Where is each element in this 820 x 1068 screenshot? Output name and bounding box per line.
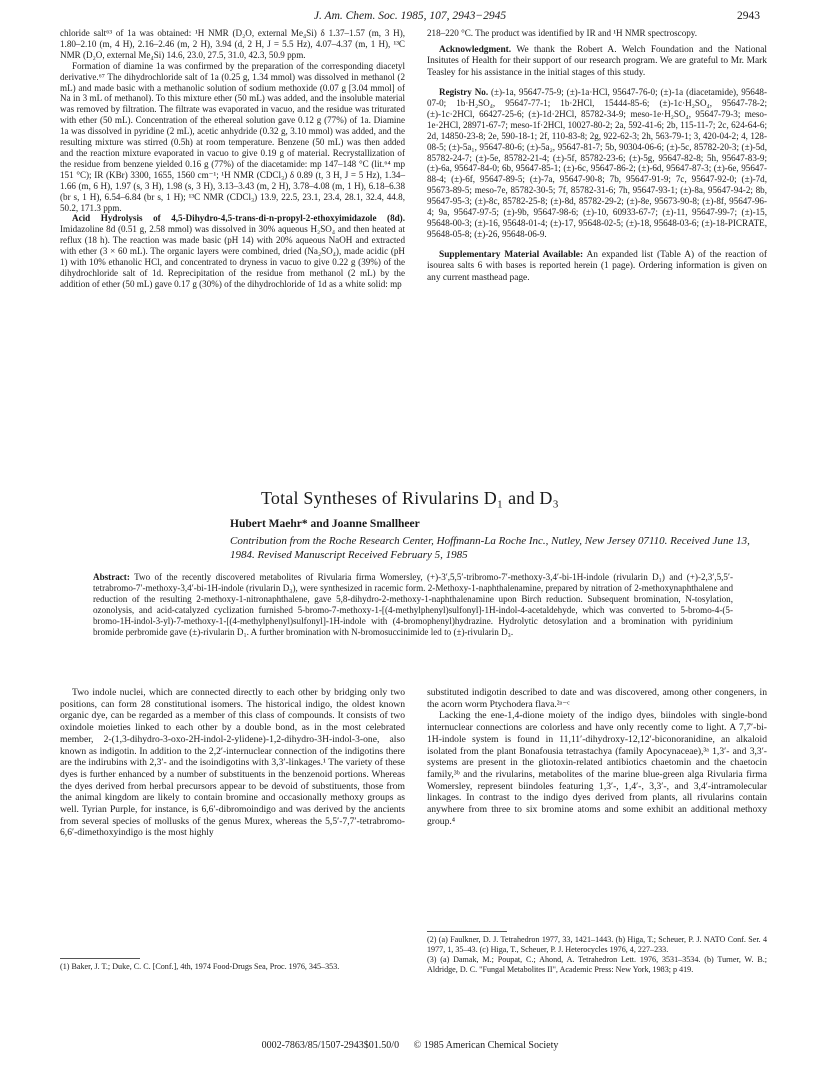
footnote-2: (2) (a) Faulkner, D. J. Tetrahedron 1977, 33, 1421–1443. (b) Higa, T.; Scheuer, P. J. NATO Conf. Ser. 4 1977, 1, 35–43. (c) Higa, T., Scheuer, P. J. Heterocycles 1976, 4, 227–233. (427, 935, 767, 954)
supplementary-paragraph (427, 250, 767, 284)
journal-citation: J. Am. Chem. Soc. 1985, 107, 2943−2945 (313, 10, 507, 22)
previous-article-right-column (427, 28, 767, 284)
indigotin-paragraph: substituted indigotin described to date and was discovered, among other congeners, in the acorn worm Ptychodera flava.²ᵃ⁻ᶜ (427, 687, 767, 710)
abstract-text: Two of the recently discovered metabolites of Rivularia firma Womersley, (+)-3′,5,5′-tribromo-7′-methoxy-3,4′-bi-1H-indole (rivularin D₁) and (+)-2,3′,5,5′-tetrabromo-7′-methoxy-3,4′-bi-1H-indole (rivularin D₃), were synthesized in racemic form. 2-Methoxy-1-naphthalenamine, prepared by nitration of 2-methoxynaphthalene and reduction of the resulting 2-methoxy-1-nitronaphthalene, gave 5,8-dihydro-2-methoxy-1-naphthalenamine upon Birch reduction. Subsequent bromination, N-tosylation, ozonolysis, and acid-catalyzed cyclization furnished 5-bromo-7-methoxy-1-[(4-methylphenyl)sulfonyl]-1H-indol-4-acetaldehyde, which was converted to 5-bromo-4-(5-bromo-1H-indol-3-yl)-7-methoxy-1-[(4-methylphenyl)sulfonyl]-1H-indole with (4-bromophenyl)hydrazine. Hydrolytic detosylation and a bromination with pyridinium bromide perbromide gave (±)-rivularin D₁. A further bromination with N-bromosuccinimide led to (±)-rivularin D₃. (93, 572, 733, 638)
previous-article-left-column (60, 28, 405, 290)
footnote-1: (1) Baker, J. T.; Duke, C. C. [Conf.], 4th, 1974 Food-Drugs Sea, Proc. 1976, 345–353. (60, 962, 340, 971)
nmr-paragraph: chloride salt⁶³ of 1a was obtained: ¹H NMR (D₂O, external Me₄Si) δ 1.37–1.57 (m, 3 H), 1.80–2.10 (m, 4 H), 2.16–2.46 (m, 2 H), 3.94 (d, 2 H, J = 5.5 Hz), 4.07–4.37 (m, 1 H), ¹³C NMR (D₂O, external Me₄Si) 14.6, 23.0, 27.5, 31.0, 42.3, 50.9 ppm. (60, 28, 405, 60)
acknowledgment-text: We thank the Robert A. Welch Foundation and the National Insitutes of Health for their support of our research program. We are grateful to Mr. Mark Teasley for his assistance in the initial stages of this study. (427, 44, 767, 78)
registry-text: (±)-1a, 95647-75-9; (±)-1a·HCl, 95647-76-0; (±)-1a (diacetamide), 95648-07-0; 1b·H₂SO₄, 95647-77-1; 1b·2HCl, 15444-85-6; (±)-1c·H₂SO₄, 95647-78-2; (±)-1c·2HCl, 66427-25-6; (±)-1d·2HCl, 85782-34-9; meso-1e·H₂SO₄, 95647-79-3; meso-1e·2HCl, 28971-67-7; meso-1f·2HCl, 10027-80-2; 2a, 592-41-6; 2b, 115-11-7; 2c, 624-64-6; 2d, 14850-23-8; 2e, 590-18-1; 2f, 110-83-8; 2g, 922-62-3; 2h, 563-79-1; 3, 420-04-2; 4, 128-08-5; (±)-5a₁, 95647-80-6; (±)-5a₂, 95647-81-7; 5b, 90304-06-6; (±)-5c, 85782-20-3; (±)-5d, 85782-24-7; (±)-5e, 85782-21-4; (±)-5f, 85782-23-6; (±)-5g, 95647-82-8; 5h, 95647-83-9; (±)-6a, 95647-84-0; 6b, 95647-85-1; (±)-6c, 95647-86-2; (±)-6d, 95647-87-3; (±)-6e, 95647-88-4; (±)-6f, 95647-89-5; (±)-7a, 95647-90-8; 7b, 95647-91-9; 7c, 95647-92-0; (±)-7d, 95673-89-5; meso-7e, 85782-30-5; 7f, 85782-31-6; 7h, 95647-93-1; (±)-8a, 95647-94-2; 8b, 95647-95-3; (±)-8c, 85782-25-8; (±)-8d, 85782-29-2; (±)-8e, 95673-90-8; (±)-8f, 95647-96-4; 9a, 95647-97-5; (±)-9b, 95647-98-6; (±)-10, 60933-67-7; (±)-11, 95647-99-7; (±)-15, 95648-00-3; (±)-16, 95648-01-4; (±)-17, 95648-02-5; (±)-18, 95648-03-6; (±)-18-PICRATE, 95648-05-8; (±)-26, 95648-06-9. (427, 87, 767, 239)
running-head (60, 8, 760, 28)
issn-code: 0002-7863/85/1507-2943$01.50/0 (261, 1040, 400, 1051)
intro-paragraph: Two indole nuclei, which are connected directly to each other by bridging only two positions, can form 28 constitutional isomers. The historical indigo, the oldest known organic dye, can be regarded as a member of this class of compounds. It consists of two oxindole moieties linked to each other by a double bond, as in the most celebrated member, 2-(1,3-dihydro-3-oxo-2H-indol-2-ylidene)-1,2-dihydro-3H-indol-3-one, also known as indigotin. In addition to the 2,2′-internuclear connection of the indigotins there are the indirubins with 2,3′- and the isoindigotins with 3,3′-linkages.¹ The variety of these dyes is further enhanced by a number of substituents in the benzenoid portions. Whereas the dyes derived from herbal precursors appear to be devoid of substituents, those from the animal kingdom are likely to contain bromine and occasionally methoxy groups as well. Tyrian Purple, for instance, is 6,6′-dibromoindigo and was derived by the ancients from several species of mollusks of the genus Murex, whereas the 5,5′-7,7′-tetrabromo-6,6′-dimethoxyindigo is the most highly (60, 687, 405, 839)
diacetyl-paragraph: Formation of diamine 1a was confirmed by the preparation of the corresponding diacetyl derivative.⁶⁷ The dihydrochloride salt of 1a (0.25 g, 1.34 mmol) was dissolved in methanol (2 mL) and made basic with a methanolic solution of sodium methoxide (0.07 g [3.04 mmol] of Na in 3 mL of methanol). To this mixture ether (50 mL) was added, and the insoluble material was removed by filtration. The filtrate was evaporated in vacuo, and the residue was triturated with ether (50 mL). Concentration of the ethereal solution gave 0.12 g (77%) of 1a. Diamine 1a was dissolved in pyridine (2 mL), acetic anhydride (0.32 g, 3.10 mmol) was added, and the resulting mixture was stirred (0.5h) at room temperature. Benzene (50 mL) was then added and the reaction mixture evaporated in vacuo to give 0.19 g of material. Recrystallization of the residue from benzene yielded 0.16 g (77%) of the diacetamide: mp 147–148 °C (lit.⁶⁴ mp 151 °C); IR (KBr) 3300, 1655, 1560 cm⁻¹; ¹H NMR (CDCl₃) δ 0.89 (t, 3 H, J = 5 Hz), 1.34–1.66 (m, 6 H), 1.97 (s, 3 H), 1.98 (s, 3 H), 3.13–3.43 (m, 2 H), 3.78–4.08 (m, 1 H), 6.18–6.38 (br s, 1 H), 6.54–6.84 (br s, 1 H); ¹³C NMR (CDCl₃) 13.9, 22.5, 23.1, 23.4, 28.1, 32.4, 44.8, 50.2, 171.3 ppm. (60, 60, 405, 213)
registry-heading: Registry No. (439, 87, 489, 98)
footnote-rule-right (427, 931, 507, 932)
abstract-label: Abstract: (93, 572, 130, 582)
supplementary-text: An expanded list (Table A) of the reaction of isourea salts 6 with bases is reported herein (1 page). Ordering information is given on any current masthead page. (427, 249, 767, 283)
acknowledgment-paragraph (427, 45, 767, 79)
article-affiliation: Contribution from the Roche Research Center, Hoffmann-La Roche Inc., Nutley, New Jersey 07110. Received June 13, 1984. Revised Manuscript Received February 5, 1985 (230, 535, 750, 561)
footnotes-right (427, 935, 767, 975)
footnote-rule-left (60, 958, 140, 959)
article-authors: Hubert Maehr* and Joanne Smallheer (230, 518, 420, 530)
continuation-paragraph: 218–220 °C. The product was identified by IR and ¹H NMR spectroscopy. (427, 28, 698, 38)
footnote-3: (3) (a) Damak, M.; Poupat, C.; Ahond, A. Tetrahedron Lett. 1976, 3531–3534. (b) Turner, W. B.; Aldridge, D. C. "Fungal Metabolites II", Academic Press: New York, 1983; p 419. (427, 954, 767, 974)
abstract (93, 572, 733, 639)
acid-hydrolysis-paragraph (60, 213, 405, 289)
copyright-notice: © 1985 American Chemical Society (413, 1040, 559, 1051)
article-title: Total Syntheses of Rivularins D₁ and D₃ (260, 488, 560, 508)
page-number: 2943 (737, 10, 760, 22)
acid-hydrolysis-text: Imidazoline 8d (0.51 g, 2.58 mmol) was dissolved in 30% aqueous H₂SO₄ and then heated at reflux (18 h). The reaction was made basic (pH 14) with 20% aqueous NaOH and extracted with ether (3 × 60 mL). The organic layers were combined, dried (Na₂SO₄), made acidic (pH 1) with 10% ethanolic HCl, and concentrated to dryness in vacuo to give 0.22 g (39%) of the dihydrochloride salt of 1d. Reprecipitation of the residue from methanol (2 mL) by the addition of ether (50 mL) gave 0.17 g (30%) of the dihydrochloride of 1d as a white solid: mp (60, 224, 405, 289)
registry-paragraph (427, 87, 767, 240)
body-left-column (60, 687, 405, 839)
page-footer (60, 1040, 760, 1051)
acknowledgment-heading: Acknowledgment. (439, 44, 512, 55)
biindoles-paragraph: Lacking the ene-1,4-dione moiety of the indigo dyes, biindoles with single-bond internuclear connections are colorless and have only recently come to light. A 7,7′-bi-1H-indole system is found in 11,11′-dihydroxy-12,12′-biconoranidine, an alkaloid isolated from the plant Bonafousia tetrastachya (family Apocynaceae),³ᵃ 1,3′- and 3,3′-systems are present in the gliotoxin-related antibiotics chaetomin and the chaetocin family,³ᵇ and the rivularins, metabolites of the marine blue-green alga Rivularia firma Womersley, represent biindoles featuring 1,3′-, 1,4′-, 3,3′-, and 3,4′-intramolecular linkages. In contrast to the indigo dyes derived from plants, all rivularins contain anywhere from three to six bromine atoms and some exhibit an additional methoxy group.⁴ (427, 710, 767, 827)
supplementary-heading: Supplementary Material Available: (439, 249, 584, 260)
acid-hydrolysis-heading: Acid Hydrolysis of 4,5-Dihydro-4,5-trans-di-n-propyl-2-ethoxyimidazole (8d). (72, 213, 405, 224)
body-right-column (427, 687, 767, 827)
